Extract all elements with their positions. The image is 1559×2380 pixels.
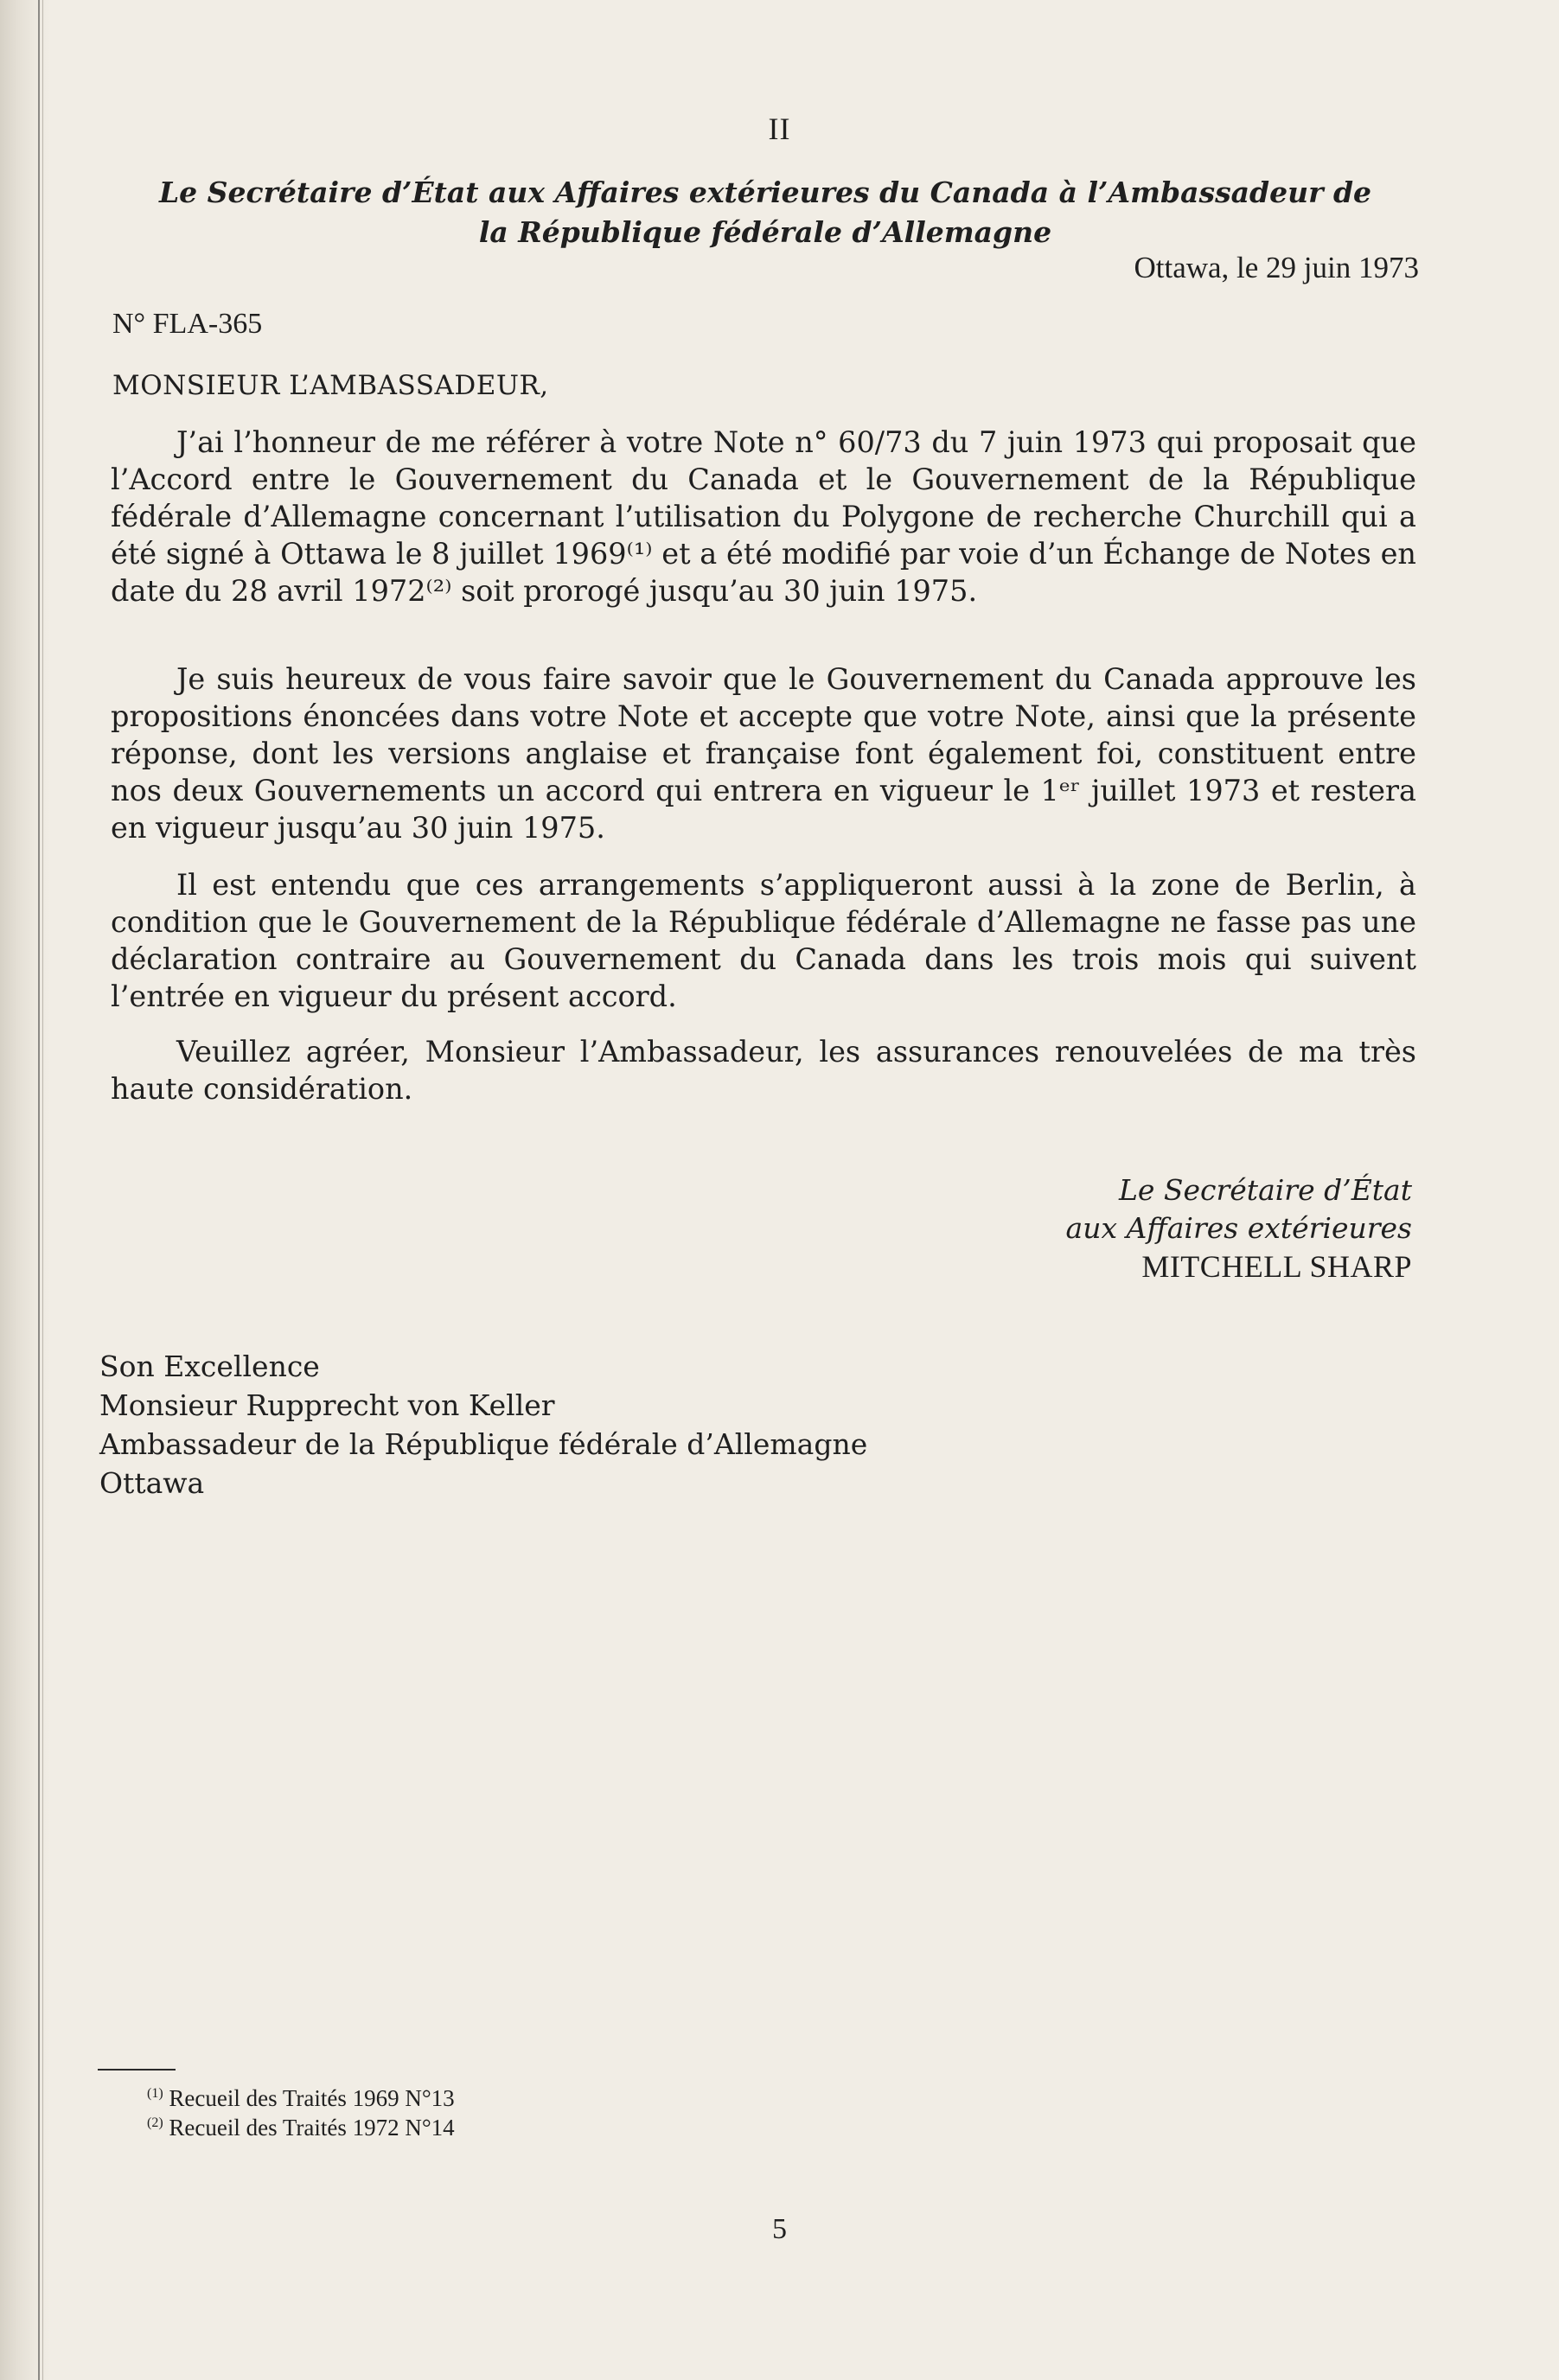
footnote-2-marker: (2) <box>147 2115 163 2130</box>
page-fold-shadow <box>42 0 43 2380</box>
paragraph-2: Je suis heureux de vous faire savoir que le Gouvernement du Canada approuve les propositions énoncées dans votre Note et accepte que votre Note, ainsi que la présente réponse, dont les versions anglaise et française font également foi, constituent entre nos deux Gouvernements un accord qui entrera en vigueur le 1ᵉʳ juillet 1973 et restera en vigueur jusqu’au 30 juin 1975. <box>111 662 1416 845</box>
date-line: Ottawa, le 29 juin 1973 <box>1134 251 1419 284</box>
footnote-1-text: Recueil des Traités 1969 N°13 <box>169 2085 455 2111</box>
footnote-1 <box>147 2083 455 2113</box>
signatory-title-1: Le Secrétaire d’État <box>1118 1173 1412 1207</box>
footnote-2-text: Recueil des Traités 1972 N°14 <box>169 2115 455 2141</box>
signature-block <box>1066 1171 1412 1286</box>
paragraph-4: Veuillez agréer, Monsieur l’Ambassadeur, les assurances renouvelées de ma très haute considération. <box>111 1035 1416 1106</box>
footnote-2 <box>147 2113 455 2142</box>
note-number: N° FLA-365 <box>112 308 263 340</box>
addressee-block <box>99 1347 867 1503</box>
paragraph-3: Il est entendu que ces arrangements s’appliqueront aussi à la zone de Berlin, à condition que le Gouvernement de la République fédérale d’Allemagne ne fasse pas une déclaration contraire au Gouvernement du Canada dans les trois mois qui suivent l’entrée en vigueur du présent accord. <box>111 868 1416 1013</box>
page-fold-line <box>38 0 40 2380</box>
salutation: MONSIEUR L’AMBASSADEUR, <box>112 370 549 401</box>
letter-heading <box>95 173 1435 252</box>
addressee-line-3: Ambassadeur de la République fédérale d’Allemagne <box>99 1427 868 1461</box>
heading-line-1: Le Secrétaire d’État aux Affaires extérieures du Canada à l’Ambassadeur de <box>158 175 1372 209</box>
addressee-line-1: Son Excellence <box>99 1350 320 1383</box>
footnote-rule <box>98 2069 176 2071</box>
signatory-name: MITCHELL SHARP <box>1141 1249 1412 1284</box>
signatory-title-2: aux Affaires extérieures <box>1065 1211 1412 1245</box>
addressee-line-2: Monsieur Rupprecht von Keller <box>99 1388 555 1422</box>
footnote-1-marker: (1) <box>147 2086 163 2101</box>
paragraph-1: J’ai l’honneur de me référer à votre Note n° 60/73 du 7 juin 1973 qui proposait que l’Accord entre le Gouvernement du Canada et le Gouvernement de la République fédérale d’Allemagne concernant l’utilisation du Polygone de recherche Churchill qui a été signé à Ottawa le 8 juillet 1969⁽¹⁾ et a été modifié par voie d’un Échange de Notes en date du 28 avril 1972⁽²⁾ soit prorogé jusqu’au 30 juin 1975. <box>111 425 1416 608</box>
heading-line-2: la République fédérale d’Allemagne <box>478 215 1052 249</box>
addressee-line-4: Ottawa <box>99 1466 205 1500</box>
footnotes <box>147 2083 455 2142</box>
page-number: 5 <box>772 2213 787 2245</box>
section-number: II <box>768 112 791 146</box>
